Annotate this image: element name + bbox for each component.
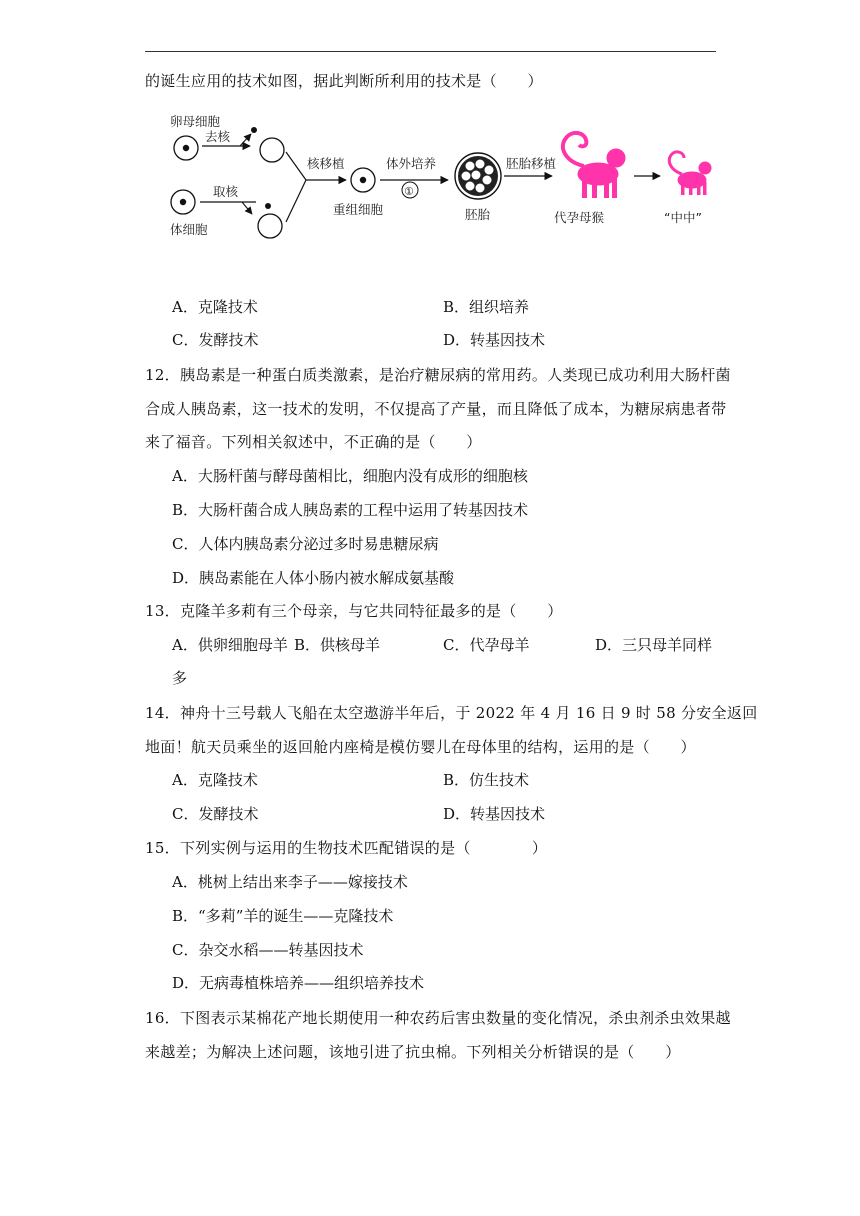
q16-stem-line-1: 16．下图表示某棉花产地长期使用一种农药后害虫数量的变化情况，杀虫剂杀虫效果越 — [145, 1009, 731, 1027]
cloning-diagram — [0, 104, 860, 264]
label-reconstructed-cell: 重组细胞 — [333, 202, 384, 217]
q15-option-c: C．杂交水稻——转基因技术 — [172, 941, 364, 959]
q11-option-d: D．转基因技术 — [443, 331, 546, 349]
q12-option-b: B．大肠杆菌合成人胰岛素的工程中运用了转基因技术 — [172, 501, 529, 519]
body-cell — [171, 190, 195, 214]
q11-option-b: B．组织培养 — [443, 298, 530, 316]
surrogate-monkey-icon — [563, 133, 625, 198]
q12-option-a: A．大肠杆菌与酵母菌相比，细胞内没有成形的细胞核 — [172, 467, 528, 485]
header-rule — [145, 51, 716, 52]
q14-stem-line-2: 地面！航天员乘坐的返回舱内座椅是模仿婴儿在母体里的结构，运用的是（ ） — [145, 738, 696, 756]
q14-stem-line-1: 14．神舟十三号载人飞船在太空遨游半年后，于 2022 年 4 月 16 日 9 时 58 分安全返回 — [145, 704, 758, 722]
q13-option-a: A．供卵细胞母羊 — [172, 636, 288, 654]
label-in-vitro-culture: 体外培养 — [386, 156, 437, 171]
egg-cell — [174, 136, 198, 160]
label-egg-cell: 卵母细胞 — [170, 114, 221, 129]
q14-option-c: C．发酵技术 — [172, 805, 259, 823]
q12-option-d: D．胰岛素能在人体小肠内被水解成氨基酸 — [172, 569, 455, 587]
step-marker: ① — [404, 185, 414, 198]
q14-option-d: D．转基因技术 — [443, 805, 546, 823]
q12-stem-line-2: 合成人胰岛素，这一技术的发明，不仅提高了产量，而且降低了成本，为糖尿病患者带 — [145, 400, 727, 418]
q13-option-b: B．供核母羊 — [294, 636, 381, 654]
label-surrogate: 代孕母猴 — [554, 210, 605, 225]
label-remove-nucleus: 去核 — [205, 129, 231, 144]
q15-option-b: B．“多莉”羊的诞生——克隆技术 — [172, 907, 394, 925]
q15-option-d: D．无病毒植株培养——组织培养技术 — [172, 974, 425, 992]
q15-stem: 15．下列实例与运用的生物技术匹配错误的是（ ） — [145, 839, 548, 857]
q16-stem-line-2: 来越差；为解决上述问题，该地引进了抗虫棉。下列相关分析错误的是（ ） — [145, 1043, 681, 1061]
nucleus-donor-cell — [258, 214, 282, 238]
q15-option-a: A．桃树上结出来李子——嫁接技术 — [172, 873, 408, 891]
question-11-intro: 的诞生应用的技术如图，据此判断所利用的技术是（ ） — [145, 72, 543, 90]
removed-nucleus — [251, 127, 257, 133]
label-take-nucleus: 取核 — [213, 184, 239, 199]
reconstructed-cell — [351, 168, 375, 192]
label-body-cell: 体细胞 — [170, 222, 208, 237]
label-embryo-transfer: 胚胎移植 — [506, 156, 557, 171]
label-nuclear-transfer: 核移植 — [307, 156, 345, 171]
q12-stem-line-1: 12．胰岛素是一种蛋白质类激素，是治疗糖尿病的常用药。人类现已成功利用大肠杆菌 — [145, 366, 731, 384]
q12-option-c: C．人体内胰岛素分泌过多时易患糖尿病 — [172, 535, 439, 553]
q13-option-d: D．三只母羊同样 — [595, 636, 713, 654]
q14-option-a: A．克隆技术 — [172, 771, 258, 789]
q12-stem-line-3: 来了福音。下列相关叙述中，不正确的是（ ） — [145, 433, 482, 451]
enucleated-egg — [260, 138, 284, 162]
embryo-icon — [455, 153, 501, 199]
q13-option-d-wrap: 多 — [172, 669, 188, 687]
offspring-monkey-icon — [669, 152, 711, 195]
q14-option-b: B．仿生技术 — [443, 771, 530, 789]
q13-stem: 13．克隆羊多莉有三个母亲，与它共同特征最多的是（ ） — [145, 602, 563, 620]
label-offspring: “中中” — [664, 210, 702, 225]
extracted-nucleus — [265, 203, 271, 209]
q11-option-a: A．克隆技术 — [172, 298, 258, 316]
q11-option-c: C．发酵技术 — [172, 331, 259, 349]
q13-option-c: C．代孕母羊 — [443, 636, 530, 654]
label-embryo: 胚胎 — [465, 207, 491, 222]
